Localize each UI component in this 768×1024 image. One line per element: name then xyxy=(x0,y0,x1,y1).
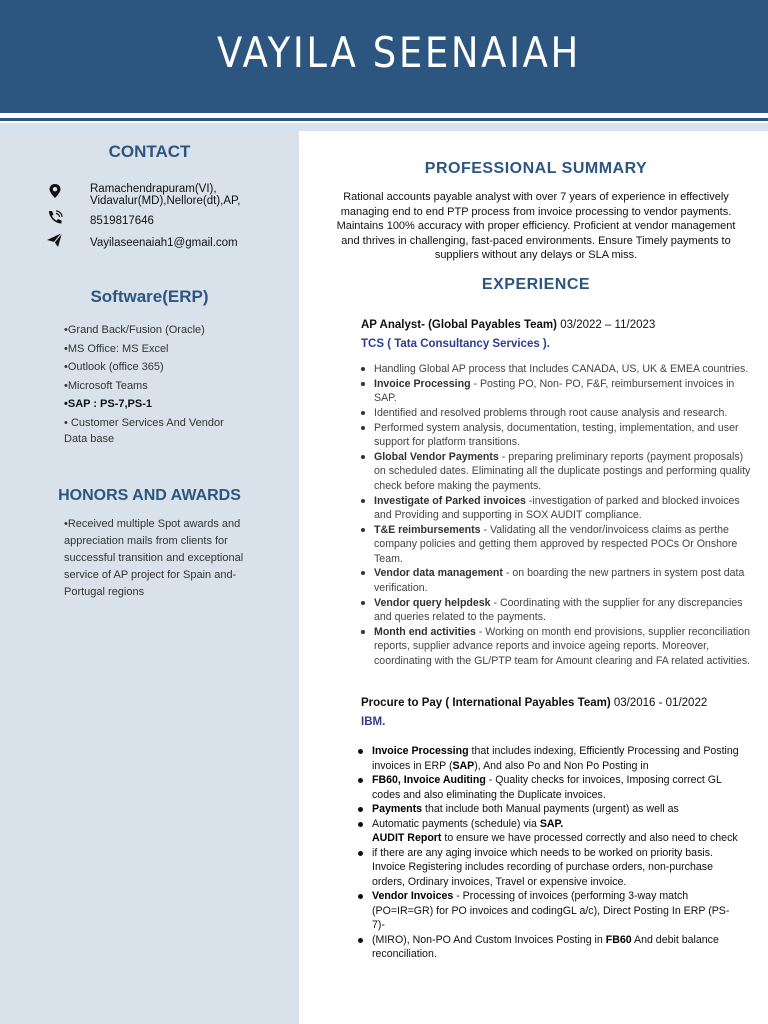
send-mail-icon xyxy=(46,232,64,248)
address-line1: Ramachendrapuram(VI), xyxy=(90,183,217,195)
list-item: Global Vendor Payments - preparing preliminary reports (payment proposals) on scheduled dates. Eliminating all the duplicate postings and performing quality check before making the payments. xyxy=(374,451,751,492)
software-item: •MS Office: MS Excel xyxy=(64,342,169,355)
list-item: Payments that include both Manual payments (urgent) as well as xyxy=(372,802,742,817)
list-item: (MIRO), Non-PO And Custom Invoices Posting in FB60 And debit balance reconciliation. xyxy=(372,933,742,962)
contact-heading: CONTACT xyxy=(108,142,191,161)
job2-title-line xyxy=(361,697,707,709)
list-item: Automatic payments (schedule) via SAP. xyxy=(372,817,742,832)
address-line2: Vidavalur(MD),Nellore(dt),AP, xyxy=(90,195,241,207)
experience-heading: EXPERIENCE xyxy=(481,276,591,293)
phone-icon xyxy=(46,209,64,225)
candidate-name: VAYILA SEENAIAH xyxy=(217,28,581,77)
header-banner xyxy=(0,0,768,113)
awards-text: •Received multiple Spot awards and appreciation mails from clients for successful transition and exceptional service of AP project for Spain and-Portugal regions xyxy=(64,518,244,598)
header-divider xyxy=(0,118,768,121)
address-text xyxy=(90,183,240,207)
location-pin-icon xyxy=(46,183,64,199)
awards-heading: HONORS AND AWARDS xyxy=(58,487,241,504)
job2-company: IBM. xyxy=(361,716,386,728)
list-item: Performed system analysis, documentation, testing, implementation, and user support for platform transitions. xyxy=(374,421,752,450)
software-item: •Grand Back/Fusion (Oracle) xyxy=(64,324,205,336)
phone-row xyxy=(46,209,296,227)
header-divider-light xyxy=(0,123,768,131)
address-row xyxy=(46,183,296,207)
job2-bullets xyxy=(372,744,742,962)
software-item: •Outlook (office 365) xyxy=(64,361,164,373)
software-item: • Customer Services And Vendor Data base xyxy=(64,416,224,445)
list-item: Vendor Invoices - Processing of invoices (performing 3-way match (PO=IR=GR) for PO invoices and codingGL a/c), Direct Posting In ERP (PS-7)- xyxy=(372,889,742,933)
list-item: Vendor data management - on boarding the new partners in system post data verification. xyxy=(374,566,752,595)
email-text: Vayilaseenaiah1@gmail.com xyxy=(90,237,238,249)
job1-title: AP Analyst- (Global Payables Team) xyxy=(361,319,557,331)
list-item: AUDIT Report to ensure we have processed correctly and also need to check xyxy=(372,832,738,844)
list-item: Month end activities - Working on month end provisions, supplier reconciliation reports, supplier advance reports and invoice ageing reports. Moreover, coordinating with the GL/PTP team for Amount clearing and FA related activities. xyxy=(374,625,751,667)
list-item: Invoice Processing - Posting PO, Non- PO, F&F, reimbursement invoices in SAP. xyxy=(374,377,752,406)
list-item: Handling Global AP process that Includes CANADA, US, UK & EMEA countries. xyxy=(374,362,752,376)
email-row xyxy=(46,232,296,249)
list-item: if there are any aging invoice which needs to be worked on priority basis. Invoice Registering includes recording of purchase orders, non-purchase orders, Ordinary invoices, Travel or expensive invoice. xyxy=(372,846,742,890)
list-item: Investigate of Parked invoices -investigation of parked and blocked invoices and Providing and supporting in SOX AUDIT compliance. xyxy=(374,494,752,523)
list-item: T&E reimbursements - Validating all the vendor/invoicess claims as perthe company policies and getting them approved by respected POCs Or Onshore Team. xyxy=(374,523,752,566)
list-item: Vendor query helpdesk - Coordinating with the supplier for any discrepancies and queries related to the payments. xyxy=(374,596,752,625)
job2-title: Procure to Pay ( International Payables Team) xyxy=(361,697,611,709)
list-item: FB60, Invoice Auditing - Quality checks for invoices, Imposing correct GL codes and also eliminating the Duplicate invoices. xyxy=(372,773,742,802)
software-item: •SAP : PS-7,PS-1 xyxy=(64,398,153,410)
software-list xyxy=(64,321,284,447)
job1-company: TCS ( Tata Consultancy Services ). xyxy=(361,338,550,350)
job2-dates: 03/2016 - 01/2022 xyxy=(613,697,708,709)
summary-text: Rational accounts payable analyst with over 7 years of experience in effectively managing end to end PTP process from invoice processing to vendor payments. Maintains 100% accuracy with proper efficiency. Proficient at vendor management and thrives in challenging, fast-paced environments. Ensure Timely payments to suppliers without any delays or SLA miss. xyxy=(336,191,736,262)
list-item: Invoice Processing that includes indexing, Efficiently Processing and Posting invoices in ERP (SAP), And also Po and Non Po Posting in xyxy=(372,744,742,773)
job1-bullets xyxy=(374,362,752,668)
list-item: Identified and resolved problems through root cause analysis and research. xyxy=(374,406,752,420)
software-item: •Microsoft Teams xyxy=(64,379,148,392)
job1-dates: 03/2022 – 11/2023 xyxy=(560,319,656,331)
summary-heading: PROFESSIONAL SUMMARY xyxy=(424,160,648,177)
job1-title-line xyxy=(361,319,655,331)
software-heading: Software(ERP) xyxy=(90,287,209,306)
phone-text: 8519817646 xyxy=(90,215,154,227)
